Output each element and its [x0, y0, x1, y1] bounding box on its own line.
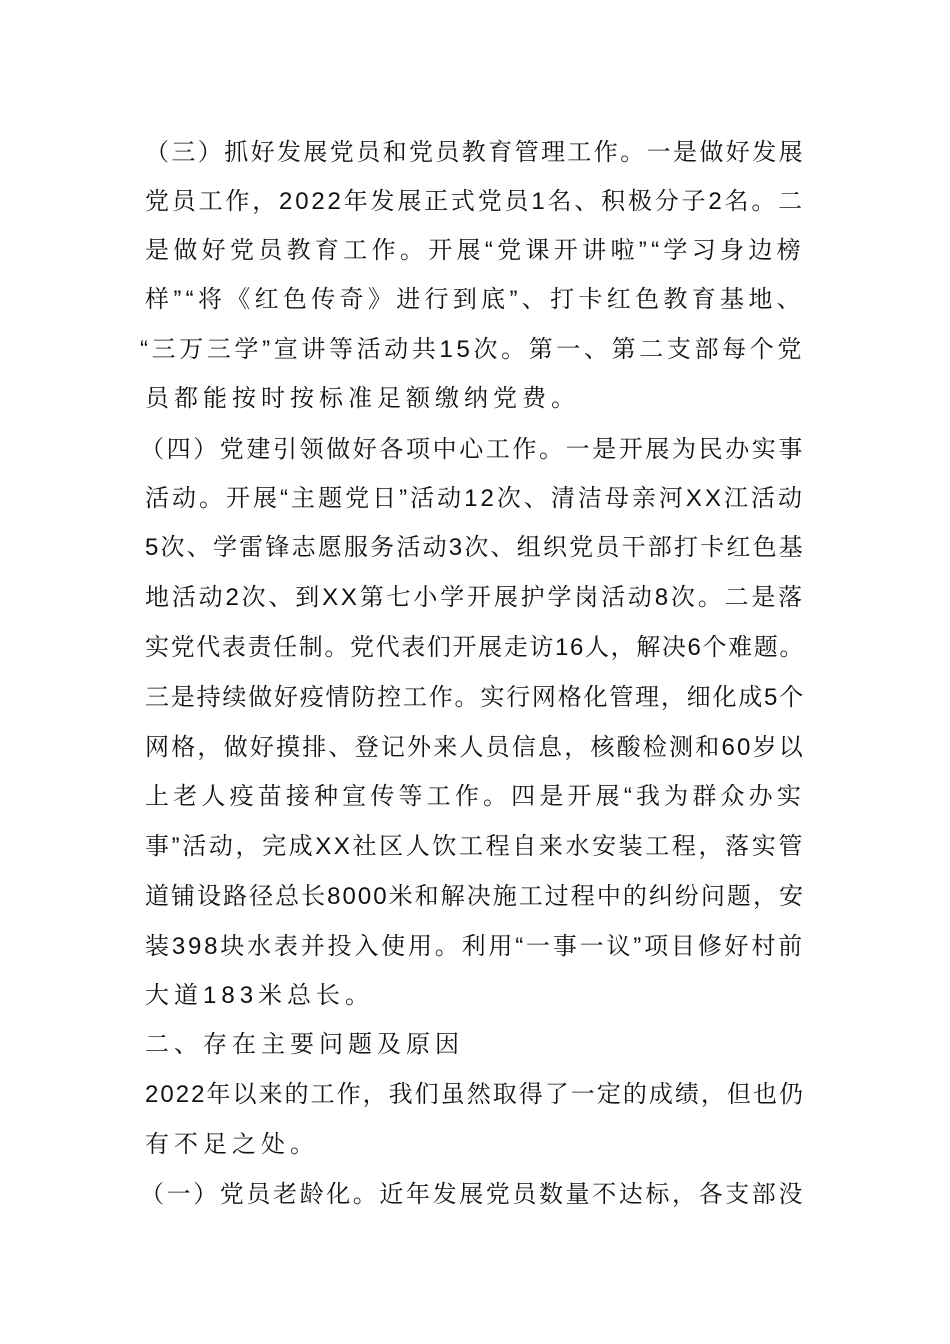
- text-line: “三万三学”宣讲等活动共15次。第一、第二支部每个党: [140, 336, 805, 363]
- text-line: 上老人疫苗接种宣传等工作。四是开展“我为群众办实: [145, 783, 805, 810]
- text-line: 三是持续做好疫情防控工作。实行网格化管理，细化成5个: [145, 684, 805, 711]
- text-line: 是做好党员教育工作。开展“党课开讲啦”“学习身边榜: [145, 237, 805, 264]
- text-line: （四）党建引领做好各项中心工作。一是开展为民办实事: [140, 436, 805, 463]
- text-line: 员都能按时按标准足额缴纳党费。: [145, 385, 580, 412]
- text-line: 事”活动，完成XX社区人饮工程自来水安装工程，落实管: [145, 833, 805, 860]
- text-line: 道铺设路径总长8000米和解决施工过程中的纠纷问题，安: [145, 883, 805, 910]
- text-line: 实党代表责任制。党代表们开展走访16人，解决6个难题。: [145, 634, 805, 661]
- text-line: 党员工作，2022年发展正式党员1名、积极分子2名。二: [145, 188, 805, 215]
- text-line: 2022年以来的工作，我们虽然取得了一定的成绩，但也仍: [145, 1081, 805, 1108]
- text-line: （一）党员老龄化。近年发展党员数量不达标，各支部没: [140, 1181, 805, 1208]
- text-line: 活动。开展“主题党日”活动12次、清洁母亲河XX江活动: [145, 485, 805, 512]
- text-line: 大道183米总长。: [145, 982, 375, 1009]
- text-line: 5次、学雷锋志愿服务活动3次、组织党员干部打卡红色基: [145, 534, 805, 561]
- text-line: 网格，做好摸排、登记外来人员信息，核酸检测和60岁以: [145, 734, 805, 761]
- text-line: 地活动2次、到XX第七小学开展护学岗活动8次。二是落: [145, 584, 805, 611]
- text-line: （三）抓好发展党员和党员教育管理工作。一是做好发展: [145, 139, 805, 166]
- text-line: 装398块水表并投入使用。利用“一事一议”项目修好村前: [145, 933, 805, 960]
- text-line: 有不足之处。: [145, 1131, 319, 1158]
- section-heading: 二、存在主要问题及原因: [145, 1031, 464, 1058]
- text-line: 样”“将《红色传奇》进行到底”、打卡红色教育基地、: [145, 286, 805, 313]
